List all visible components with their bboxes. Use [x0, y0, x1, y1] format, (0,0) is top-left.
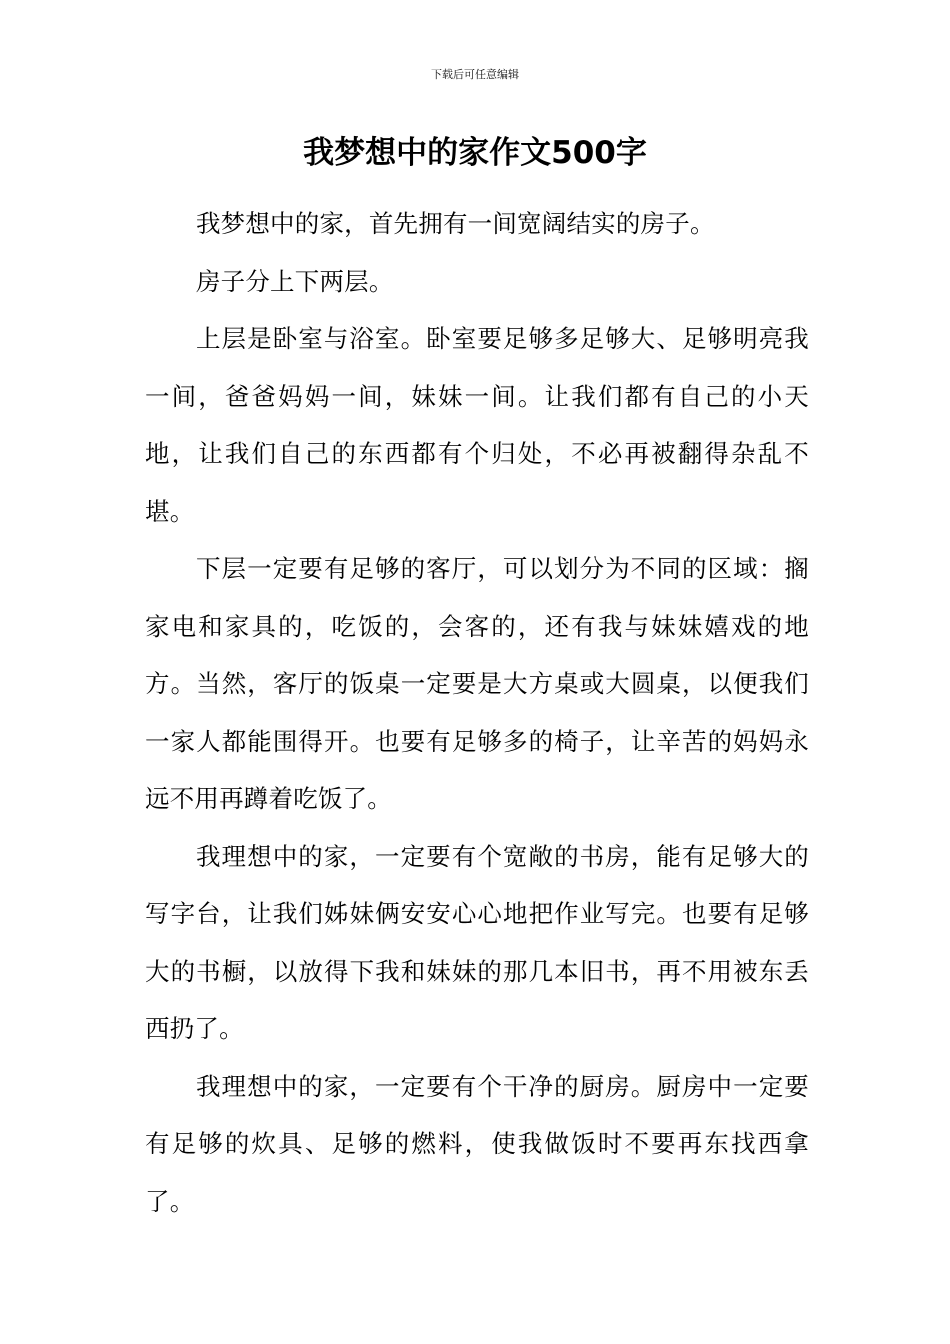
- header-note: 下载后可任意编辑: [431, 68, 519, 81]
- paragraph-two-floors: 房子分上下两层。: [195, 266, 394, 296]
- paragraph-lower-floor: 下层一定要有足够的客厅，可以划分为不同的区域：搁家电和家具的，吃饭的，会客的，还有我与妹妹嬉戏的地方。当然，客厅的饭桌一定要是大方桌或大圆桌，以便我们一家人都能围得开。也要有足够多的椅子，让辛苦的妈妈永远不用再蹲着吃饭了。: [145, 554, 809, 813]
- paragraph-intro: 我梦想中的家，首先拥有一间宽阔结实的房子。: [195, 209, 715, 238]
- document-title: 我梦想中的家作文500字: [303, 135, 647, 171]
- paragraph-upper-floor: 上层是卧室与浴室。卧室要足够多足够大、足够明亮我一间，爸爸妈妈一间，妹妹一间。让我们都有自己的小天地，让我们自己的东西都有个归处，不必再被翻得杂乱不堪。: [145, 324, 809, 526]
- paragraph-study-room: 我理想中的家，一定要有个宽敞的书房，能有足够大的写字台，让我们姊妹俩安安心心地把作业写完。也要有足够大的书橱，以放得下我和妹妹的那几本旧书，再不用被东丢西扔了。: [145, 841, 809, 1043]
- paragraph-kitchen: 我理想中的家，一定要有个干净的厨房。厨房中一定要有足够的炊具、足够的燃料，使我做饭时不要再东找西拿了。: [145, 1071, 809, 1216]
- essay-body: [145, 195, 809, 1230]
